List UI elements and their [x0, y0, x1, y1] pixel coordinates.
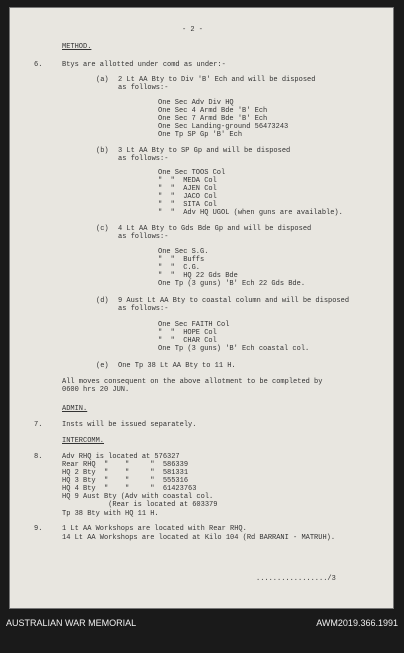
a-item-2: One Sec 4 Armd Bde 'B' Ech	[158, 107, 268, 115]
item-c-label: (c)	[96, 225, 109, 233]
b-item-2: " " MEDA Col	[158, 177, 217, 185]
item-b-line1: 3 Lt AA Bty to SP Gp and will be disposed	[118, 147, 291, 155]
para-7-number: 7.	[34, 421, 43, 429]
item-a-line2: as follows:-	[118, 84, 169, 92]
a-item-1: One Sec Adv Div HQ	[158, 99, 234, 107]
a-item-5: One Tp SP Gp 'B' Ech	[158, 131, 243, 139]
para-6-intro: Btys are allotted under comd as under:-	[62, 61, 226, 69]
p8-item-2: Rear RHQ " " " 586339	[62, 461, 189, 469]
d-item-4: One Tp (3 guns) 'B' Ech coastal col.	[158, 345, 310, 353]
intercomm-heading: INTERCOMM.	[62, 437, 105, 445]
continued-marker: ................./3	[256, 575, 336, 583]
item-d-line1: 9 Aust Lt AA Bty to coastal column and will be disposed	[118, 297, 350, 305]
p8-item-3: HQ 2 Bty " " " 581331	[62, 469, 189, 477]
b-item-4: " " JACO Col	[158, 193, 217, 201]
b-item-5: " " SITA Col	[158, 201, 217, 209]
a-item-3: One Sec 7 Armd Bde 'B' Ech	[158, 115, 268, 123]
method-heading: METHOD.	[62, 43, 92, 51]
moves-line2: 0600 hrs 20 JUN.	[62, 386, 130, 394]
c-item-3: " " C.G.	[158, 264, 201, 272]
c-item-5: One Tp (3 guns) 'B' Ech 22 Gds Bde.	[158, 280, 306, 288]
moves-line1: All moves consequent on the above allotment to be completed by	[62, 378, 323, 386]
page-number: - 2 -	[182, 26, 204, 34]
para-9-number: 9.	[34, 525, 43, 533]
c-item-2: " " Buffs	[158, 256, 205, 264]
d-item-3: " " CHAR Col	[158, 337, 217, 345]
p8-item-6: HQ 9 Aust Bty (Adv with coastal col.	[62, 493, 214, 501]
admin-heading: ADMIN.	[62, 405, 88, 413]
c-item-1: One Sec S.G.	[158, 248, 209, 256]
p9-line-1: 1 Lt AA Workshops are located with Rear RHQ.	[62, 525, 247, 533]
p8-item-1: Adv RHQ is located at 576327	[62, 453, 180, 461]
footer-source: AUSTRALIAN WAR MEMORIAL	[6, 618, 137, 628]
p9-line-2: 14 Lt AA Workshops are located at Kilo 104 (Rd BARRANI - MATRUH).	[62, 534, 336, 542]
footer-accession: AWM2019.366.1991	[316, 618, 398, 628]
c-item-4: " " HQ 22 Gds Bde	[158, 272, 238, 280]
document-body	[10, 8, 393, 608]
b-item-3: " " AJEN Col	[158, 185, 217, 193]
item-e-text: One Tp 38 Lt AA Bty to 11 H.	[118, 362, 236, 370]
item-d-label: (d)	[96, 297, 109, 305]
item-b-label: (b)	[96, 147, 109, 155]
p8-item-4: HQ 3 Bty " " " 555316	[62, 477, 189, 485]
b-item-1: One Sec TOOS Col	[158, 169, 226, 177]
para-7-text: Insts will be issued separately.	[62, 421, 197, 429]
a-item-4: One Sec Landing-ground 56473243	[158, 123, 289, 131]
item-b-line2: as follows:-	[118, 155, 169, 163]
item-c-line2: as follows:-	[118, 233, 169, 241]
b-item-6: " " Adv HQ UGOL (when guns are available).	[158, 209, 343, 217]
item-a-line1: 2 Lt AA Bty to Div 'B' Ech and will be disposed	[118, 76, 316, 84]
item-e-label: (e)	[96, 362, 109, 370]
para-6-number: 6.	[34, 61, 43, 69]
p8-item-7: (Rear is located at 603379	[62, 501, 218, 509]
document-page	[10, 8, 393, 608]
item-c-line1: 4 Lt AA Bty to Gds Bde Gp and will be disposed	[118, 225, 312, 233]
para-8-number: 8.	[34, 453, 43, 461]
item-d-line2: as follows:-	[118, 305, 169, 313]
p8-item-8: Tp 38 Bty with HQ 11 H.	[62, 510, 159, 518]
p8-item-5: HQ 4 Bty " " " 61423763	[62, 485, 197, 493]
d-item-2: " " HOPE Col	[158, 329, 217, 337]
footer-band	[0, 612, 404, 642]
d-item-1: One Sec FAITH Col	[158, 321, 230, 329]
item-a-label: (a)	[96, 76, 109, 84]
